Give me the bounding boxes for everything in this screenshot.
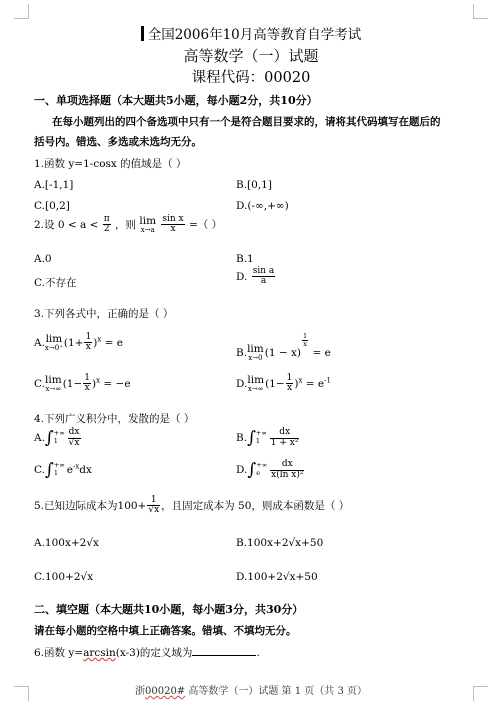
footer-rest: 高等数学（一）试题 第 1 页（共 3 页） (185, 686, 367, 697)
q3-option-c-sup: x (96, 376, 101, 385)
q3-option-b-exponent (302, 333, 308, 348)
q2-option-a: A.0 (34, 253, 52, 265)
q3-option-c (34, 374, 131, 394)
q4-option-b-num: dx (270, 428, 300, 438)
q4-option-d-limits (256, 462, 267, 478)
q3-option-d-limit (247, 375, 264, 393)
q4-option-d-upper: +∞ (256, 461, 268, 470)
q4-option-b-integral-sign: ∫ (247, 428, 256, 448)
q4-option-a-integral-sign: ∫ (44, 428, 54, 448)
q3-option-d-den: x (286, 383, 293, 394)
q4-option-b-label: B. (236, 432, 248, 444)
q4-option-c-sup: -x (72, 462, 80, 471)
q2-expr-den: x (170, 224, 176, 235)
q2-stem-mid: ，则 (115, 218, 137, 231)
q4-option-a (34, 428, 82, 448)
footer-prefix: 浙 (135, 686, 145, 697)
q3-option-a-pre: (1+ (63, 336, 84, 349)
q3-option-d-pre: (1− (265, 377, 285, 390)
q6-spellcheck-word: arcsin (83, 647, 116, 659)
course-code: 课程代码：00020 (191, 70, 311, 86)
q2-bound-den: 2 (103, 224, 110, 235)
section1-instruction-line1: 在每小题列出的四个备选项中只有一个是符合题目要求的，请将其代码填写在题后的 (52, 116, 441, 128)
q3-option-a-fraction (84, 333, 92, 353)
q4-option-c-integral-sign: ∫ (45, 460, 54, 480)
q3-option-c-lim-word: lim (45, 374, 62, 387)
q4-option-c-limits (54, 462, 65, 478)
q5-frac-num: 1 (147, 496, 160, 506)
q4-option-a-fraction (68, 428, 81, 448)
q3-option-d-label: D. (236, 377, 248, 390)
q4-option-a-limits (54, 430, 65, 446)
q4-option-a-num: dx (68, 427, 80, 438)
q3-option-a-num: 1 (85, 332, 92, 342)
q4-option-d-integral-sign: ∫ (247, 460, 257, 480)
q2-option-d-label: D. (236, 270, 248, 283)
q3-option-c-label: C. (34, 377, 45, 390)
q6-stem-suffix: . (256, 647, 260, 659)
q3-option-d-eq: = e (302, 377, 325, 390)
q5-stem-suffix: ，且固定成本为 50，则成本函数是（ ） (161, 499, 350, 512)
q3-option-b (236, 333, 331, 362)
q4-option-b-lower: 1 (255, 437, 261, 445)
q3-option-d-lim-word: lim (247, 374, 265, 387)
crop-mark-top-right (473, 4, 488, 19)
q5-fraction (147, 496, 160, 516)
crop-mark-top-left (14, 4, 29, 19)
q3-option-c-num: 1 (84, 373, 90, 383)
q1-option-c: C.[0,2] (34, 200, 70, 212)
q3-option-c-limit (45, 375, 62, 393)
q2-lim-sub: x→a (140, 225, 155, 234)
exam-title-text: 全国2006年10月高等教育自学考试 (147, 27, 362, 43)
q2-stem-prefix: 2.设 0 < a < (34, 218, 99, 231)
q3-option-a-lim-word: lim (45, 333, 63, 346)
q6-stem-prefix: 6.函数 y= (34, 647, 84, 659)
q2-bound-num: π (103, 214, 110, 224)
q2-expr-fraction (161, 215, 184, 235)
q3-option-a-sup: x (97, 335, 102, 344)
q5-option-c: C.100+2√x (34, 571, 94, 583)
q3-option-b-sup-den: x (303, 339, 307, 348)
q3-option-b-label: B. (236, 346, 248, 359)
q3-option-b-body: (1 − x) (264, 346, 302, 359)
q3-option-b-lim-word: lim (247, 343, 264, 356)
q2-expr-num: sin x (162, 214, 184, 224)
q4-option-b-limits (256, 430, 267, 446)
q3-option-d-eq-sup: -1 (324, 376, 331, 385)
q4-stem: 4.下列广义积分中，发散的是（ ） (34, 413, 195, 425)
section2-title: 二、填空题（本大题共10小题，每小题3分，共30分） (34, 603, 304, 616)
q4-option-d-label: D. (236, 464, 248, 476)
exam-title (0, 23, 502, 43)
q3-option-d-fraction (286, 374, 294, 394)
section2-instruction: 请在每小题的空格中填上正确答案。错填、不填均无分。 (34, 625, 297, 637)
q3-option-a-eq: = e (101, 336, 123, 349)
q1-stem: 1.函数 y=1-cosx 的值域是（ ） (34, 158, 187, 170)
q3-stem: 3.下列各式中，正确的是（ ） (34, 308, 174, 320)
q2-option-d-den: a (260, 276, 267, 287)
q3-option-a-post: ) (93, 336, 98, 349)
q1-option-a: A.[-1,1] (34, 179, 74, 191)
q4-option-b-fraction (270, 428, 300, 448)
q4-option-a-label: A. (34, 432, 45, 444)
q3-option-b-limit (247, 344, 264, 362)
q5-option-b: B.100x+2√x+50 (236, 537, 324, 549)
q4-option-c (34, 460, 92, 480)
q2-lim-word: lim (139, 215, 157, 228)
q5-frac-den: √x (148, 505, 160, 516)
q3-option-b-lim-sub: x→0 (248, 353, 263, 362)
q4-option-a-lower: 1 (53, 437, 58, 445)
q5-stem-prefix: 5.已知边际成本为100+ (34, 499, 147, 512)
q3-option-c-fraction (83, 374, 91, 394)
q4-option-b (236, 428, 300, 448)
q5-stem (34, 496, 349, 516)
q3-option-c-eq: = −e (100, 377, 131, 390)
q4-option-c-lower: 1 (53, 469, 58, 477)
q4-option-b-den: 1 + x² (270, 437, 299, 448)
q5-option-d: D.100+2√x+50 (236, 571, 318, 583)
q3-option-d-post: ) (294, 377, 299, 390)
q6-stem (34, 645, 260, 660)
section1-title: 一、单项选择题（本大题共5小题，每小题2分，共10分） (34, 94, 318, 107)
q2-option-b: B.1 (236, 253, 254, 265)
q3-option-b-sup-num: 1 (303, 332, 308, 340)
q6-stem-mid: (x-3)的定义域为 (115, 647, 193, 659)
q2-stem (34, 215, 222, 235)
q4-option-d-den: x(ln x)² (271, 469, 304, 480)
q3-option-d-sup: x (298, 376, 303, 385)
q1-option-d: D.(-∞,+∞) (236, 200, 289, 212)
q3-option-a-den: x (85, 342, 91, 353)
q2-option-d (236, 267, 276, 287)
q3-option-c-den: x (84, 383, 90, 394)
text-cursor (141, 26, 144, 41)
q3-option-b-eq: = e (309, 346, 331, 359)
q3-option-c-lim-sub: x→∞ (45, 384, 62, 393)
q4-option-d-lower: e (256, 469, 261, 477)
q2-option-c: C.不存在 (34, 277, 77, 289)
q4-option-c-dx: dx (79, 464, 92, 476)
q6-answer-blank[interactable] (192, 655, 256, 656)
q4-option-d-fraction (270, 460, 304, 480)
q3-option-a-lim-sub: x→0⁺ (44, 343, 63, 352)
footer-code: 00020# (145, 686, 186, 697)
q2-stem-suffix: =（ ） (188, 218, 223, 231)
course-name: 高等数学（一）试题 (183, 47, 319, 65)
q4-option-c-label: C. (34, 464, 45, 476)
q2-option-d-num: sin a (252, 266, 275, 276)
q1-option-b: B.[0,1] (236, 179, 272, 191)
q3-option-d-lim-sub: x→∞ (247, 384, 264, 393)
q2-limit (139, 216, 156, 234)
q4-option-c-body: e (66, 464, 73, 476)
q4-option-a-upper: +∞ (53, 429, 65, 438)
q2-bound-fraction (103, 215, 111, 235)
q3-option-a (34, 333, 123, 353)
q3-option-d (236, 374, 331, 394)
q4-option-b-upper: +∞ (255, 429, 267, 438)
q4-option-d-num: dx (270, 460, 304, 470)
q4-option-c-upper: +∞ (53, 461, 65, 470)
q4-option-d (236, 460, 305, 480)
q2-option-d-fraction (252, 267, 276, 287)
q3-option-d-num: 1 (286, 373, 293, 383)
section1-instruction-line2: 括号内。错选、多选或未选均无分。 (34, 136, 202, 148)
page-footer (0, 682, 502, 697)
q3-option-c-post: ) (92, 377, 97, 390)
q5-option-a: A.100x+2√x (34, 537, 99, 549)
q3-option-a-limit (45, 334, 63, 352)
q4-option-a-den: √x (68, 437, 80, 448)
q3-option-a-label: A. (34, 336, 45, 349)
q3-option-c-pre: (1− (62, 377, 83, 390)
